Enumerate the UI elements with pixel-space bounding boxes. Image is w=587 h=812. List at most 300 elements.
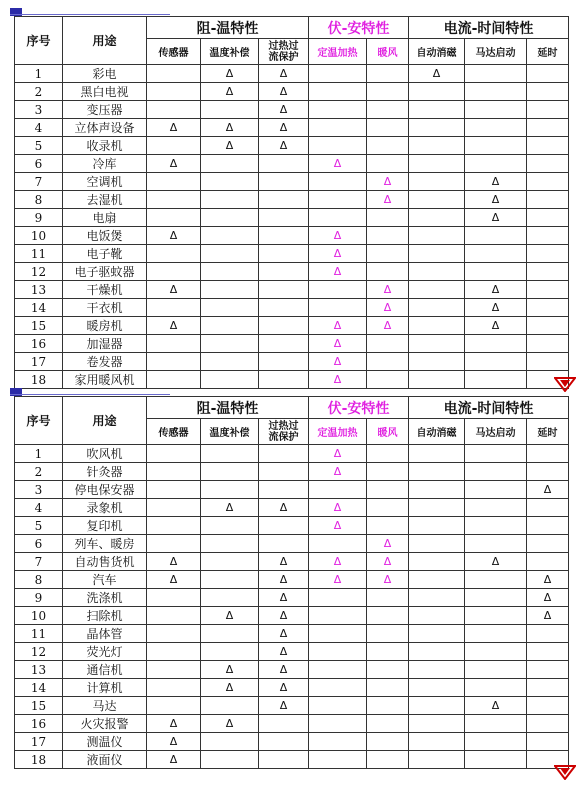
cell-auto-degauss — [409, 245, 465, 263]
cell-temperature-compensation — [201, 697, 259, 715]
cell-motor-start — [465, 353, 527, 371]
cell-overheat-protection — [259, 173, 309, 191]
cell-overheat-protection — [259, 517, 309, 535]
cell-temperature-compensation — [201, 299, 259, 317]
cell-delay — [527, 715, 569, 733]
cell-warm-air — [367, 227, 409, 245]
cell-auto-degauss — [409, 661, 465, 679]
cell-overheat-protection — [259, 209, 309, 227]
cell-auto-degauss — [409, 191, 465, 209]
cell-temperature-compensation — [201, 191, 259, 209]
cell-delay — [527, 65, 569, 83]
row-number: 5 — [15, 137, 63, 155]
cell-constant-temperature-heating: Δ — [309, 463, 367, 481]
cell-temperature-compensation — [201, 481, 259, 499]
row-use: 复印机 — [63, 517, 147, 535]
row-use: 电子靴 — [63, 245, 147, 263]
cell-temperature-compensation — [201, 517, 259, 535]
cell-delay — [527, 335, 569, 353]
cell-motor-start — [465, 463, 527, 481]
row-number: 13 — [15, 661, 63, 679]
row-number: 18 — [15, 751, 63, 769]
cell-warm-air — [367, 353, 409, 371]
row-use: 马达 — [63, 697, 147, 715]
cell-warm-air — [367, 715, 409, 733]
table-row — [15, 697, 569, 715]
subheader-delay: 延时 — [527, 419, 569, 445]
row-number: 17 — [15, 353, 63, 371]
cell-constant-temperature-heating: Δ — [309, 353, 367, 371]
cell-sensor — [147, 499, 201, 517]
cell-constant-temperature-heating: Δ — [309, 317, 367, 335]
header-voltage-current: 伏-安特性 — [309, 17, 409, 39]
cell-overheat-protection: Δ — [259, 65, 309, 83]
cell-sensor — [147, 589, 201, 607]
cell-constant-temperature-heating — [309, 173, 367, 191]
cell-sensor — [147, 209, 201, 227]
row-use: 吹风机 — [63, 445, 147, 463]
cell-warm-air: Δ — [367, 535, 409, 553]
cell-motor-start — [465, 137, 527, 155]
cell-constant-temperature-heating — [309, 83, 367, 101]
row-number: 12 — [15, 263, 63, 281]
cell-sensor — [147, 517, 201, 535]
cell-warm-air — [367, 625, 409, 643]
cell-motor-start — [465, 499, 527, 517]
row-use: 自动售货机 — [63, 553, 147, 571]
cell-auto-degauss — [409, 751, 465, 769]
cell-delay — [527, 679, 569, 697]
cell-constant-temperature-heating — [309, 137, 367, 155]
table-row — [15, 571, 569, 589]
cell-auto-degauss — [409, 317, 465, 335]
cell-delay — [527, 661, 569, 679]
cell-sensor: Δ — [147, 751, 201, 769]
cell-motor-start — [465, 481, 527, 499]
subheader-constant-temperature-heating: 定温加热 — [309, 419, 367, 445]
cell-delay — [527, 733, 569, 751]
cell-constant-temperature-heating — [309, 191, 367, 209]
row-use: 液面仪 — [63, 751, 147, 769]
cell-overheat-protection: Δ — [259, 571, 309, 589]
cell-overheat-protection: Δ — [259, 101, 309, 119]
subheader-warm-air: 暖风 — [367, 39, 409, 65]
cell-warm-air — [367, 517, 409, 535]
cell-sensor — [147, 661, 201, 679]
row-use: 测温仪 — [63, 733, 147, 751]
cell-warm-air — [367, 679, 409, 697]
row-use: 计算机 — [63, 679, 147, 697]
row-use: 家用暖风机 — [63, 371, 147, 389]
table-body — [15, 65, 569, 389]
cell-delay — [527, 137, 569, 155]
cell-constant-temperature-heating — [309, 281, 367, 299]
row-number: 15 — [15, 697, 63, 715]
cell-delay — [527, 191, 569, 209]
cell-overheat-protection — [259, 535, 309, 553]
cell-auto-degauss: Δ — [409, 65, 465, 83]
cell-constant-temperature-heating: Δ — [309, 155, 367, 173]
cell-temperature-compensation — [201, 101, 259, 119]
cell-overheat-protection — [259, 371, 309, 389]
table-row — [15, 245, 569, 263]
cell-temperature-compensation: Δ — [201, 65, 259, 83]
table-row — [15, 137, 569, 155]
cell-delay — [527, 281, 569, 299]
row-use: 加湿器 — [63, 335, 147, 353]
cell-auto-degauss — [409, 299, 465, 317]
cell-temperature-compensation — [201, 463, 259, 481]
table-row — [15, 65, 569, 83]
cell-temperature-compensation — [201, 263, 259, 281]
table-row — [15, 83, 569, 101]
cell-motor-start — [465, 733, 527, 751]
cell-warm-air — [367, 263, 409, 281]
cell-sensor: Δ — [147, 571, 201, 589]
cell-motor-start — [465, 65, 527, 83]
cell-overheat-protection — [259, 299, 309, 317]
subheader-temperature-compensation: 温度补偿 — [201, 419, 259, 445]
cell-constant-temperature-heating — [309, 733, 367, 751]
cell-constant-temperature-heating — [309, 481, 367, 499]
cell-delay — [527, 499, 569, 517]
cell-delay — [527, 263, 569, 281]
cell-constant-temperature-heating: Δ — [309, 571, 367, 589]
cell-overheat-protection: Δ — [259, 137, 309, 155]
header-use: 用途 — [63, 397, 147, 445]
cell-sensor: Δ — [147, 155, 201, 173]
cell-constant-temperature-heating — [309, 299, 367, 317]
row-use: 去湿机 — [63, 191, 147, 209]
row-number: 1 — [15, 445, 63, 463]
cell-delay: Δ — [527, 481, 569, 499]
cell-warm-air: Δ — [367, 317, 409, 335]
table-row — [15, 155, 569, 173]
cell-constant-temperature-heating: Δ — [309, 517, 367, 535]
cell-overheat-protection — [259, 191, 309, 209]
cell-overheat-protection — [259, 317, 309, 335]
row-use: 空调机 — [63, 173, 147, 191]
row-number: 14 — [15, 679, 63, 697]
cell-warm-air — [367, 607, 409, 625]
cell-temperature-compensation — [201, 245, 259, 263]
row-number: 4 — [15, 499, 63, 517]
header-use: 用途 — [63, 17, 147, 65]
cell-delay — [527, 101, 569, 119]
cell-overheat-protection: Δ — [259, 83, 309, 101]
cell-delay — [527, 643, 569, 661]
cell-constant-temperature-heating: Δ — [309, 553, 367, 571]
cell-auto-degauss — [409, 553, 465, 571]
cell-motor-start — [465, 245, 527, 263]
cell-temperature-compensation — [201, 571, 259, 589]
cell-overheat-protection — [259, 445, 309, 463]
table-row — [15, 553, 569, 571]
cell-warm-air — [367, 733, 409, 751]
cell-auto-degauss — [409, 173, 465, 191]
row-number: 2 — [15, 463, 63, 481]
cell-constant-temperature-heating: Δ — [309, 263, 367, 281]
cell-sensor: Δ — [147, 733, 201, 751]
cell-overheat-protection — [259, 463, 309, 481]
row-use: 火灾报警 — [63, 715, 147, 733]
row-number: 10 — [15, 227, 63, 245]
cell-sensor — [147, 625, 201, 643]
cell-sensor: Δ — [147, 281, 201, 299]
cell-auto-degauss — [409, 463, 465, 481]
cell-auto-degauss — [409, 715, 465, 733]
cell-auto-degauss — [409, 101, 465, 119]
cell-motor-start — [465, 625, 527, 643]
cell-temperature-compensation — [201, 751, 259, 769]
row-use: 卷发器 — [63, 353, 147, 371]
subheader-overheat-protection: 过热过 流保护 — [259, 419, 309, 445]
cell-sensor — [147, 353, 201, 371]
table-row — [15, 101, 569, 119]
cell-constant-temperature-heating — [309, 715, 367, 733]
header-number: 序号 — [15, 397, 63, 445]
row-number: 7 — [15, 553, 63, 571]
cell-sensor — [147, 697, 201, 715]
cell-warm-air: Δ — [367, 571, 409, 589]
row-number: 1 — [15, 65, 63, 83]
row-number: 12 — [15, 643, 63, 661]
row-number: 10 — [15, 607, 63, 625]
application-table-1 — [14, 16, 569, 389]
cell-sensor — [147, 173, 201, 191]
cell-warm-air — [367, 589, 409, 607]
cell-temperature-compensation — [201, 371, 259, 389]
cell-constant-temperature-heating — [309, 589, 367, 607]
cell-overheat-protection — [259, 227, 309, 245]
cell-auto-degauss — [409, 155, 465, 173]
cell-overheat-protection — [259, 751, 309, 769]
cell-warm-air — [367, 751, 409, 769]
table-row — [15, 463, 569, 481]
cell-sensor — [147, 463, 201, 481]
cell-warm-air: Δ — [367, 173, 409, 191]
cell-temperature-compensation — [201, 281, 259, 299]
cell-warm-air: Δ — [367, 299, 409, 317]
cell-temperature-compensation — [201, 155, 259, 173]
cell-delay — [527, 227, 569, 245]
cell-overheat-protection — [259, 353, 309, 371]
cell-overheat-protection — [259, 715, 309, 733]
cell-sensor — [147, 481, 201, 499]
row-number: 5 — [15, 517, 63, 535]
table-row — [15, 607, 569, 625]
cell-constant-temperature-heating: Δ — [309, 445, 367, 463]
cell-constant-temperature-heating — [309, 101, 367, 119]
cell-temperature-compensation — [201, 209, 259, 227]
cell-sensor — [147, 137, 201, 155]
cell-delay — [527, 553, 569, 571]
cell-overheat-protection: Δ — [259, 499, 309, 517]
cell-sensor — [147, 643, 201, 661]
table-row — [15, 517, 569, 535]
cell-motor-start — [465, 101, 527, 119]
cell-delay — [527, 317, 569, 335]
row-number: 2 — [15, 83, 63, 101]
cell-auto-degauss — [409, 227, 465, 245]
table-row — [15, 191, 569, 209]
header-resistance-temperature: 阻-温特性 — [147, 397, 309, 419]
table-row — [15, 209, 569, 227]
cell-delay — [527, 209, 569, 227]
cell-constant-temperature-heating: Δ — [309, 227, 367, 245]
row-number: 3 — [15, 481, 63, 499]
table-row — [15, 679, 569, 697]
table-row — [15, 499, 569, 517]
cell-constant-temperature-heating — [309, 625, 367, 643]
cell-motor-start — [465, 445, 527, 463]
cell-sensor — [147, 371, 201, 389]
cell-sensor — [147, 607, 201, 625]
cell-sensor — [147, 335, 201, 353]
table-row — [15, 715, 569, 733]
table-row — [15, 625, 569, 643]
cell-sensor — [147, 65, 201, 83]
row-use: 彩电 — [63, 65, 147, 83]
cell-motor-start — [465, 661, 527, 679]
table-row — [15, 299, 569, 317]
cell-temperature-compensation: Δ — [201, 499, 259, 517]
cell-auto-degauss — [409, 209, 465, 227]
row-number: 14 — [15, 299, 63, 317]
application-table-2 — [14, 396, 569, 769]
cell-temperature-compensation — [201, 643, 259, 661]
cell-constant-temperature-heating: Δ — [309, 371, 367, 389]
subheader-warm-air: 暖风 — [367, 419, 409, 445]
cell-auto-degauss — [409, 625, 465, 643]
cell-motor-start — [465, 371, 527, 389]
cell-motor-start: Δ — [465, 281, 527, 299]
row-number: 13 — [15, 281, 63, 299]
cell-temperature-compensation — [201, 625, 259, 643]
cell-constant-temperature-heating — [309, 607, 367, 625]
table-row — [15, 589, 569, 607]
cell-delay — [527, 173, 569, 191]
table-row — [15, 661, 569, 679]
row-use: 收录机 — [63, 137, 147, 155]
cell-auto-degauss — [409, 335, 465, 353]
cell-motor-start — [465, 607, 527, 625]
row-number: 9 — [15, 589, 63, 607]
table-row — [15, 281, 569, 299]
cell-auto-degauss — [409, 499, 465, 517]
cell-motor-start: Δ — [465, 191, 527, 209]
table-row — [15, 335, 569, 353]
cell-motor-start: Δ — [465, 299, 527, 317]
table-row — [15, 733, 569, 751]
cell-constant-temperature-heating — [309, 751, 367, 769]
cell-overheat-protection: Δ — [259, 607, 309, 625]
cell-auto-degauss — [409, 535, 465, 553]
cell-constant-temperature-heating — [309, 661, 367, 679]
cell-sensor — [147, 299, 201, 317]
cell-constant-temperature-heating: Δ — [309, 499, 367, 517]
cell-constant-temperature-heating — [309, 643, 367, 661]
cell-auto-degauss — [409, 281, 465, 299]
cell-overheat-protection: Δ — [259, 661, 309, 679]
cell-delay — [527, 155, 569, 173]
cell-temperature-compensation — [201, 733, 259, 751]
cell-warm-air — [367, 65, 409, 83]
cell-temperature-compensation — [201, 317, 259, 335]
cell-auto-degauss — [409, 481, 465, 499]
subheader-auto-degauss: 自动消磁 — [409, 419, 465, 445]
cell-sensor: Δ — [147, 227, 201, 245]
cell-auto-degauss — [409, 445, 465, 463]
table-row — [15, 371, 569, 389]
row-number: 17 — [15, 733, 63, 751]
cell-warm-air — [367, 643, 409, 661]
cell-overheat-protection — [259, 481, 309, 499]
cell-constant-temperature-heating — [309, 119, 367, 137]
red-triangle-logo-icon — [554, 376, 576, 392]
cell-overheat-protection: Δ — [259, 679, 309, 697]
cell-delay — [527, 697, 569, 715]
cell-overheat-protection — [259, 281, 309, 299]
cell-auto-degauss — [409, 371, 465, 389]
cell-temperature-compensation: Δ — [201, 119, 259, 137]
cell-warm-air — [367, 445, 409, 463]
row-number: 8 — [15, 571, 63, 589]
cell-delay: Δ — [527, 589, 569, 607]
cell-constant-temperature-heating — [309, 697, 367, 715]
cell-motor-start — [465, 571, 527, 589]
cell-warm-air — [367, 499, 409, 517]
cell-warm-air — [367, 661, 409, 679]
row-use: 汽车 — [63, 571, 147, 589]
row-use: 洗涤机 — [63, 589, 147, 607]
cell-motor-start — [465, 589, 527, 607]
cell-sensor — [147, 83, 201, 101]
cell-delay: Δ — [527, 607, 569, 625]
row-use: 电子驱蚊器 — [63, 263, 147, 281]
subheader-auto-degauss: 自动消磁 — [409, 39, 465, 65]
cell-motor-start — [465, 679, 527, 697]
cell-temperature-compensation: Δ — [201, 607, 259, 625]
cell-auto-degauss — [409, 119, 465, 137]
cell-sensor: Δ — [147, 553, 201, 571]
row-number: 6 — [15, 155, 63, 173]
header-current-time: 电流-时间特性 — [409, 397, 569, 419]
cell-delay — [527, 445, 569, 463]
row-number: 15 — [15, 317, 63, 335]
cell-overheat-protection: Δ — [259, 643, 309, 661]
row-use: 冷库 — [63, 155, 147, 173]
cell-overheat-protection — [259, 245, 309, 263]
cell-delay — [527, 517, 569, 535]
cell-motor-start — [465, 155, 527, 173]
cell-temperature-compensation: Δ — [201, 679, 259, 697]
row-use: 干衣机 — [63, 299, 147, 317]
cell-delay — [527, 83, 569, 101]
cell-delay — [527, 119, 569, 137]
cell-constant-temperature-heating: Δ — [309, 335, 367, 353]
subheader-sensor: 传感器 — [147, 39, 201, 65]
cell-sensor: Δ — [147, 119, 201, 137]
cell-temperature-compensation: Δ — [201, 137, 259, 155]
cell-warm-air — [367, 155, 409, 173]
cell-delay: Δ — [527, 571, 569, 589]
cell-delay — [527, 245, 569, 263]
table-row — [15, 751, 569, 769]
cell-warm-air — [367, 209, 409, 227]
cell-warm-air — [367, 481, 409, 499]
header-current-time: 电流-时间特性 — [409, 17, 569, 39]
